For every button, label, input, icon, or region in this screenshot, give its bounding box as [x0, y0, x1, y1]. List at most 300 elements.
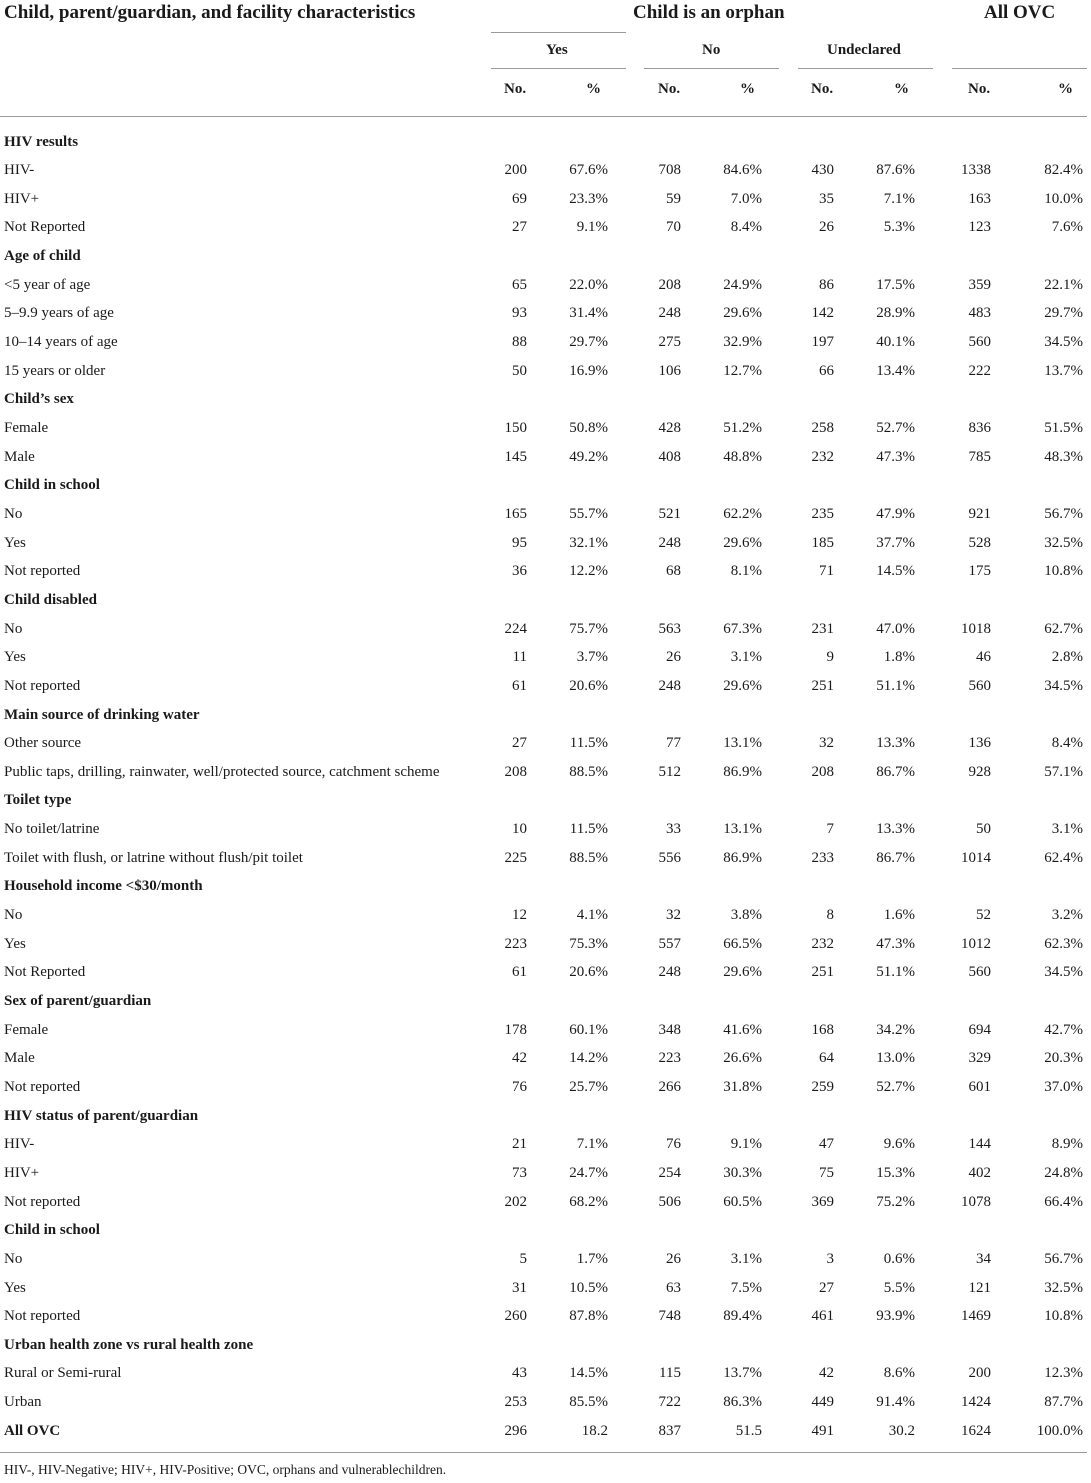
- row-label: Male: [4, 1050, 35, 1067]
- cell-no-pct: 60.5%: [723, 1193, 762, 1210]
- cell-no-pct: 7.5%: [730, 1279, 762, 1296]
- table-row: [0, 414, 1091, 442]
- cell-undeclared-pct: 13.0%: [876, 1050, 915, 1067]
- cell-all-no: 163: [968, 190, 991, 207]
- row-label: 10–14 years of age: [4, 334, 118, 351]
- section-header-row: [0, 786, 1091, 814]
- cell-undeclared-no: 35: [819, 190, 834, 207]
- cell-all-no: 200: [968, 1365, 991, 1382]
- table-row: [0, 672, 1091, 700]
- table-row: [0, 271, 1091, 299]
- cell-yes-pct: 50.8%: [569, 420, 608, 436]
- cell-all-no: 601: [968, 1078, 991, 1095]
- table-row: [0, 443, 1091, 471]
- section-label: Age of child: [4, 248, 81, 265]
- cell-all-no: 402: [968, 1164, 991, 1181]
- cell-no-pct: 13.1%: [723, 735, 762, 752]
- table-row: [0, 299, 1091, 327]
- cell-no-no: 106: [658, 362, 681, 379]
- col-yes-pct-header: %: [586, 81, 601, 97]
- cell-undeclared-no: 232: [811, 448, 834, 465]
- cell-all-pct: 22.1%: [1044, 276, 1083, 293]
- cell-yes-pct: 23.3%: [569, 190, 608, 207]
- cell-yes-no: 43: [512, 1365, 527, 1382]
- cell-yes-pct: 75.3%: [569, 935, 608, 952]
- cell-all-pct: 62.3%: [1044, 935, 1083, 952]
- row-label: Other source: [4, 735, 82, 752]
- section-label: Toilet type: [4, 792, 72, 809]
- section-header-row: [0, 242, 1091, 270]
- cell-undeclared-no: 9: [826, 649, 834, 666]
- cell-all-pct: 13.7%: [1044, 362, 1083, 379]
- section-header-row: [0, 1331, 1091, 1359]
- cell-undeclared-pct: 87.6%: [876, 162, 915, 179]
- cell-undeclared-pct: 1.8%: [883, 649, 915, 666]
- cell-yes-no: 224: [504, 620, 527, 637]
- cell-no-no: 32: [666, 907, 681, 924]
- all-ovc-header: All OVC: [984, 2, 1056, 23]
- cell-undeclared-no: 8: [826, 907, 834, 924]
- cell-all-no: 144: [968, 1136, 991, 1153]
- cell-no-pct: 3.1%: [730, 1250, 762, 1267]
- cell-yes-pct: 88.5%: [569, 849, 608, 866]
- cell-all-no: 175: [968, 563, 991, 580]
- cell-yes-pct: 11.5%: [569, 821, 608, 838]
- cell-undeclared-no: 233: [811, 849, 834, 866]
- table-row: [0, 1188, 1091, 1216]
- section-header-row: [0, 385, 1091, 413]
- cell-yes-pct: 1.7%: [576, 1250, 608, 1267]
- cell-yes-no: 61: [512, 677, 527, 694]
- cell-all-pct: 20.3%: [1044, 1050, 1083, 1067]
- cell-yes-no: 88: [512, 334, 527, 351]
- cell-yes-no: 202: [504, 1193, 527, 1210]
- cell-undeclared-no: 64: [819, 1050, 834, 1067]
- section-label: Main source of drinking water: [4, 706, 200, 723]
- cell-undeclared-pct: 14.5%: [876, 563, 915, 580]
- row-label: No: [4, 505, 23, 522]
- cell-no-pct: 8.4%: [730, 219, 762, 236]
- cell-no-pct: 89.4%: [723, 1308, 762, 1325]
- cell-yes-no: 36: [512, 563, 527, 580]
- cell-undeclared-no: 491: [811, 1422, 834, 1439]
- cell-all-pct: 100.0%: [1036, 1422, 1083, 1439]
- cell-all-no: 121: [968, 1279, 991, 1296]
- cell-all-no: 694: [968, 1021, 991, 1038]
- footnote: HIV-, HIV-Negative; HIV+, HIV-Positive; OVC, orphans and vulnerablechildren.: [4, 1462, 447, 1477]
- table-row: [0, 500, 1091, 528]
- section-header-row: [0, 1216, 1091, 1244]
- cell-yes-no: 42: [512, 1050, 527, 1067]
- total-row: [0, 1417, 1091, 1445]
- cell-no-pct: 13.7%: [723, 1365, 762, 1382]
- cell-yes-pct: 14.2%: [569, 1050, 608, 1067]
- section-header-row: [0, 701, 1091, 729]
- cell-yes-pct: 4.1%: [576, 907, 608, 924]
- cell-undeclared-no: 26: [819, 219, 834, 236]
- cell-no-no: 556: [658, 849, 681, 866]
- cell-no-no: 254: [658, 1164, 681, 1181]
- row-label: Urban: [4, 1394, 42, 1411]
- cell-yes-pct: 55.7%: [569, 505, 608, 522]
- cell-all-pct: 62.4%: [1044, 849, 1083, 866]
- row-label: Not reported: [4, 563, 81, 580]
- cell-yes-no: 76: [512, 1078, 527, 1095]
- table-row: [0, 1016, 1091, 1044]
- cell-all-no: 1078: [961, 1193, 991, 1210]
- row-label: Not Reported: [4, 219, 86, 236]
- cell-yes-no: 260: [504, 1308, 527, 1325]
- section-label: Child in school: [4, 477, 100, 494]
- cell-yes-pct: 87.8%: [569, 1308, 608, 1325]
- cell-no-pct: 66.5%: [723, 935, 762, 952]
- subgroup-undeclared-header: Undeclared: [827, 42, 901, 58]
- row-label: Public taps, drilling, rainwater, well/protected source, catchment scheme: [4, 763, 440, 780]
- cell-undeclared-no: 185: [811, 534, 834, 551]
- cell-undeclared-pct: 40.1%: [876, 334, 915, 351]
- cell-yes-no: 11: [512, 649, 527, 666]
- subgroup-underline: [952, 68, 1087, 69]
- cell-undeclared-no: 208: [811, 763, 834, 780]
- row-label: HIV-: [4, 1136, 35, 1153]
- cell-undeclared-pct: 13.4%: [876, 362, 915, 379]
- table-row: [0, 213, 1091, 241]
- cell-no-pct: 51.5: [735, 1422, 762, 1439]
- cell-undeclared-no: 75: [819, 1164, 834, 1181]
- cell-no-pct: 7.0%: [730, 190, 762, 207]
- cell-no-pct: 84.6%: [723, 162, 762, 179]
- table-row: [0, 729, 1091, 757]
- cell-yes-no: 21: [512, 1136, 527, 1153]
- cell-yes-pct: 14.5%: [569, 1365, 608, 1382]
- row-label: Female: [4, 1021, 49, 1038]
- cell-undeclared-pct: 86.7%: [876, 849, 915, 866]
- cell-yes-no: 253: [504, 1394, 527, 1411]
- cell-no-no: 563: [658, 620, 681, 637]
- table-row: [0, 1388, 1091, 1416]
- cell-all-pct: 56.7%: [1044, 505, 1083, 522]
- cell-yes-no: 27: [512, 219, 527, 236]
- cell-all-pct: 51.5%: [1044, 420, 1083, 436]
- cell-undeclared-pct: 17.5%: [876, 276, 915, 293]
- cell-all-no: 136: [968, 735, 991, 752]
- cell-yes-pct: 75.7%: [569, 620, 608, 637]
- cell-no-pct: 26.6%: [723, 1050, 762, 1067]
- section-label: Child’s sex: [4, 391, 74, 408]
- col-yes-no-header: No.: [504, 81, 527, 97]
- row-label: Yes: [4, 534, 26, 551]
- row-label-header: Child, parent/guardian, and facility characteristics: [4, 2, 416, 23]
- cell-no-no: 722: [658, 1394, 681, 1411]
- cell-no-pct: 24.9%: [723, 276, 762, 293]
- cell-all-pct: 34.5%: [1044, 677, 1083, 694]
- cell-all-pct: 57.1%: [1044, 763, 1083, 780]
- cell-all-pct: 62.7%: [1044, 620, 1083, 637]
- subgroup-no-header: No: [702, 42, 721, 58]
- section-header-row: [0, 1102, 1091, 1130]
- row-label: Yes: [4, 1279, 26, 1296]
- cell-all-pct: 2.8%: [1051, 649, 1083, 666]
- section-label: Household income <$30/month: [4, 878, 203, 895]
- cell-yes-pct: 11.5%: [569, 735, 608, 752]
- cell-yes-pct: 29.7%: [569, 334, 608, 351]
- cell-no-pct: 13.1%: [723, 821, 762, 838]
- row-label: Not Reported: [4, 964, 86, 981]
- cell-undeclared-no: 168: [811, 1021, 834, 1038]
- section-header-row: [0, 128, 1091, 156]
- cell-yes-no: 296: [504, 1422, 527, 1439]
- row-label: Yes: [4, 935, 26, 952]
- cell-yes-pct: 12.2%: [569, 563, 608, 580]
- cell-no-no: 223: [658, 1050, 681, 1067]
- cell-yes-pct: 68.2%: [569, 1193, 608, 1210]
- cell-yes-pct: 32.1%: [569, 534, 608, 551]
- cell-yes-pct: 20.6%: [569, 677, 608, 694]
- cell-all-pct: 8.4%: [1051, 735, 1083, 752]
- cell-all-no: 483: [968, 305, 991, 322]
- row-label: Toilet with flush, or latrine without flush/pit toilet: [4, 849, 303, 866]
- cell-all-pct: 3.2%: [1051, 907, 1083, 924]
- table-row: [0, 958, 1091, 986]
- cell-undeclared-no: 251: [811, 964, 834, 981]
- cell-no-pct: 3.1%: [730, 649, 762, 666]
- cell-all-pct: 10.0%: [1044, 190, 1083, 207]
- cell-no-pct: 67.3%: [723, 620, 762, 637]
- cell-no-pct: 9.1%: [730, 1136, 762, 1153]
- cell-no-pct: 3.8%: [730, 907, 762, 924]
- table-row: [0, 1359, 1091, 1387]
- cell-yes-pct: 88.5%: [569, 763, 608, 780]
- cell-all-pct: 48.3%: [1044, 448, 1083, 465]
- cell-no-pct: 29.6%: [723, 964, 762, 981]
- cell-yes-pct: 9.1%: [576, 219, 608, 236]
- cell-no-pct: 8.1%: [730, 563, 762, 580]
- cell-undeclared-pct: 47.0%: [876, 620, 915, 637]
- cell-yes-no: 208: [504, 763, 527, 780]
- col-all-pct-header: %: [1058, 81, 1073, 97]
- row-label: No: [4, 907, 23, 924]
- cell-all-no: 1469: [961, 1308, 991, 1325]
- cell-undeclared-pct: 47.9%: [876, 505, 915, 522]
- bottom-rule: [0, 1452, 1087, 1453]
- row-label: HIV+: [4, 190, 40, 207]
- cell-all-no: 50: [976, 821, 991, 838]
- cell-undeclared-pct: 1.6%: [883, 907, 915, 924]
- cell-no-pct: 31.8%: [723, 1078, 762, 1095]
- cell-all-pct: 32.5%: [1044, 534, 1083, 551]
- cell-undeclared-no: 369: [811, 1193, 834, 1210]
- cell-all-pct: 10.8%: [1044, 1308, 1083, 1325]
- cell-undeclared-no: 47: [819, 1136, 834, 1153]
- subgroup-underline: [644, 68, 779, 69]
- cell-all-no: 560: [968, 334, 991, 351]
- row-label: Rural or Semi-rural: [4, 1365, 122, 1382]
- cell-no-pct: 86.9%: [723, 849, 762, 866]
- section-header-row: [0, 586, 1091, 614]
- cell-no-no: 557: [658, 935, 681, 952]
- row-label: 15 years or older: [4, 362, 106, 379]
- cell-yes-no: 31: [512, 1279, 527, 1296]
- cell-yes-pct: 7.1%: [576, 1136, 608, 1153]
- cell-undeclared-no: 461: [811, 1308, 834, 1325]
- cell-undeclared-no: 7: [826, 821, 834, 838]
- cell-yes-no: 5: [519, 1250, 527, 1267]
- cell-undeclared-no: 42: [819, 1365, 834, 1382]
- cell-all-pct: 10.8%: [1044, 563, 1083, 580]
- cell-all-no: 785: [968, 448, 991, 465]
- cell-undeclared-pct: 30.2: [888, 1422, 915, 1439]
- cell-no-pct: 86.3%: [723, 1394, 762, 1411]
- row-label: HIV-: [4, 162, 35, 179]
- cell-no-pct: 29.6%: [723, 677, 762, 694]
- cell-undeclared-pct: 75.2%: [876, 1193, 915, 1210]
- section-label: HIV results: [4, 133, 79, 150]
- cell-undeclared-pct: 28.9%: [876, 305, 915, 322]
- cell-all-pct: 8.9%: [1051, 1136, 1083, 1153]
- cell-undeclared-pct: 91.4%: [876, 1394, 915, 1411]
- cell-all-no: 528: [968, 534, 991, 551]
- subgroup-underline: [798, 68, 933, 69]
- table-row: [0, 185, 1091, 213]
- cell-all-no: 329: [968, 1050, 991, 1067]
- cell-no-no: 248: [658, 534, 681, 551]
- row-label: 5–9.9 years of age: [4, 305, 114, 322]
- cell-yes-no: 225: [504, 849, 527, 866]
- section-label: Urban health zone vs rural health zone: [4, 1336, 254, 1353]
- table-row: [0, 529, 1091, 557]
- subgroup-underline: [491, 68, 626, 69]
- cell-no-no: 77: [666, 735, 681, 752]
- cell-undeclared-no: 66: [819, 362, 834, 379]
- cell-yes-no: 12: [512, 907, 527, 924]
- table-row: [0, 1159, 1091, 1187]
- cell-yes-no: 73: [512, 1164, 527, 1181]
- cell-all-no: 1338: [961, 162, 991, 179]
- cell-no-no: 248: [658, 677, 681, 694]
- table-row: [0, 1245, 1091, 1273]
- cell-all-no: 1012: [961, 935, 991, 952]
- cell-no-pct: 41.6%: [723, 1021, 762, 1038]
- cell-no-no: 248: [658, 964, 681, 981]
- subgroup-underline: [491, 32, 626, 33]
- cell-yes-pct: 49.2%: [569, 448, 608, 465]
- row-label: No toilet/latrine: [4, 821, 100, 838]
- cell-all-no: 1424: [961, 1394, 991, 1411]
- section-header-row: [0, 872, 1091, 900]
- cell-yes-no: 178: [504, 1021, 527, 1038]
- cell-no-pct: 62.2%: [723, 505, 762, 522]
- cell-yes-pct: 67.6%: [569, 162, 608, 179]
- cell-all-no: 123: [968, 219, 991, 236]
- cell-all-pct: 7.6%: [1051, 219, 1083, 236]
- cell-yes-pct: 16.9%: [569, 362, 608, 379]
- cell-yes-pct: 22.0%: [569, 276, 608, 293]
- cell-undeclared-no: 3: [826, 1250, 834, 1267]
- cell-undeclared-no: 235: [811, 505, 834, 522]
- cell-yes-no: 95: [512, 534, 527, 551]
- header-rule: [0, 116, 1087, 117]
- cell-all-pct: 12.3%: [1044, 1365, 1083, 1382]
- cell-undeclared-no: 142: [811, 305, 834, 322]
- cell-all-no: 34: [976, 1250, 991, 1267]
- cell-yes-pct: 20.6%: [569, 964, 608, 981]
- cell-no-no: 59: [666, 190, 681, 207]
- cell-yes-pct: 24.7%: [569, 1164, 608, 1181]
- cell-undeclared-no: 449: [811, 1394, 834, 1411]
- cell-all-pct: 34.5%: [1044, 964, 1083, 981]
- cell-no-no: 521: [658, 505, 681, 522]
- cell-undeclared-pct: 47.3%: [876, 448, 915, 465]
- cell-no-no: 70: [666, 219, 681, 236]
- cell-all-no: 359: [968, 276, 991, 293]
- cell-no-pct: 48.8%: [723, 448, 762, 465]
- table-row: [0, 156, 1091, 184]
- cell-yes-no: 93: [512, 305, 527, 322]
- section-label: Child in school: [4, 1222, 100, 1239]
- cell-undeclared-no: 259: [811, 1078, 834, 1095]
- cell-undeclared-no: 32: [819, 735, 834, 752]
- col-undeclared-no-header: No.: [811, 81, 834, 97]
- cell-no-no: 33: [666, 821, 681, 838]
- cell-all-no: 1018: [961, 620, 991, 637]
- cell-no-pct: 29.6%: [723, 534, 762, 551]
- cell-all-no: 46: [976, 649, 991, 666]
- cell-no-pct: 51.2%: [723, 420, 762, 436]
- table-row: [0, 758, 1091, 786]
- cell-all-pct: 66.4%: [1044, 1193, 1083, 1210]
- cell-undeclared-pct: 52.7%: [876, 1078, 915, 1095]
- section-header-row: [0, 987, 1091, 1015]
- cell-undeclared-no: 232: [811, 935, 834, 952]
- cell-all-pct: 42.7%: [1044, 1021, 1083, 1038]
- cell-no-pct: 30.3%: [723, 1164, 762, 1181]
- cell-undeclared-no: 86: [819, 276, 834, 293]
- cell-all-pct: 56.7%: [1044, 1250, 1083, 1267]
- col-no-no-header: No.: [658, 81, 681, 97]
- cell-undeclared-no: 231: [811, 620, 834, 637]
- section-label: Child disabled: [4, 591, 97, 608]
- row-label: No: [4, 1250, 23, 1267]
- cell-undeclared-pct: 8.6%: [883, 1365, 915, 1382]
- cell-no-no: 26: [666, 649, 681, 666]
- cell-undeclared-no: 197: [811, 334, 834, 351]
- cell-yes-pct: 10.5%: [569, 1279, 608, 1296]
- row-label: All OVC: [4, 1422, 61, 1439]
- cell-no-no: 68: [666, 563, 681, 580]
- cell-yes-no: 10: [512, 821, 527, 838]
- cell-all-no: 921: [968, 505, 991, 522]
- table-row: [0, 357, 1091, 385]
- cell-undeclared-pct: 93.9%: [876, 1308, 915, 1325]
- row-label: Not reported: [4, 1308, 81, 1325]
- cell-undeclared-pct: 34.2%: [876, 1021, 915, 1038]
- cell-undeclared-pct: 7.1%: [883, 190, 915, 207]
- cell-no-no: 748: [658, 1308, 681, 1325]
- cell-yes-no: 50: [512, 362, 527, 379]
- table-row: [0, 844, 1091, 872]
- cell-yes-no: 69: [512, 190, 527, 207]
- cell-no-no: 63: [666, 1279, 681, 1296]
- cell-all-pct: 87.7%: [1044, 1394, 1083, 1411]
- cell-no-no: 76: [666, 1136, 681, 1153]
- table-row: [0, 557, 1091, 585]
- row-label: Male: [4, 448, 35, 465]
- cell-yes-no: 165: [504, 505, 527, 522]
- cell-yes-pct: 85.5%: [569, 1394, 608, 1411]
- table-row: [0, 615, 1091, 643]
- cell-all-no: 836: [968, 420, 991, 436]
- cell-undeclared-pct: 9.6%: [883, 1136, 915, 1153]
